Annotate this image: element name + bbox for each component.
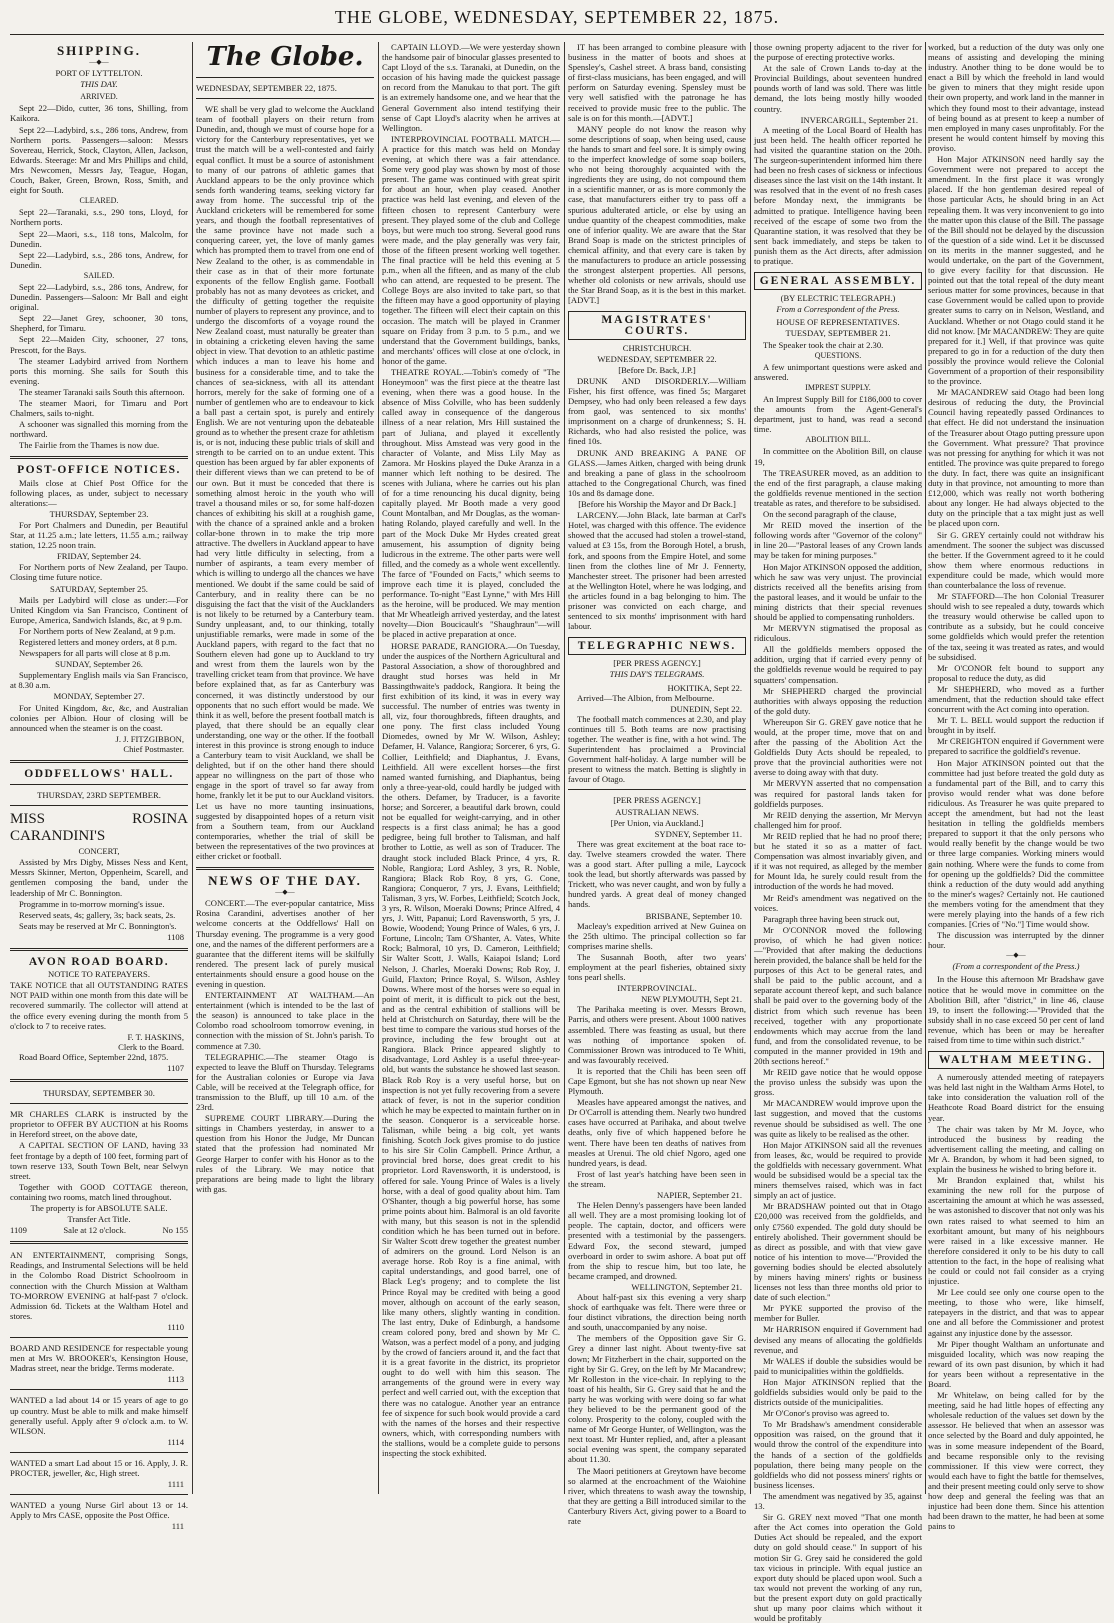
- postmaster-title: Chief Postmaster.: [123, 743, 184, 754]
- concert-programme: Programme in to-morrow morning's issue.: [19, 898, 165, 909]
- section-rule: [196, 98, 374, 99]
- ad-ref: 1109: [10, 1225, 27, 1236]
- auction-item: A CAPITAL SECTION OF LAND, having 33 feet frontage by a depth of 100 feet, forming part of town reserve 133, South Town Belt, near Selwyn street.: [10, 1140, 188, 1181]
- assembly-item: Hon Major ATKINSON replied that the goldfields subsidies would only be paid to the districts outside of the municipalities.: [754, 1376, 922, 1408]
- assembly-heading: GENERAL ASSEMBLY.: [754, 272, 922, 290]
- column-rule: [564, 42, 565, 1494]
- arrived-item: Sept 22—Ladybird, s.s., 286 tons, Andrew, from Northern ports. Passengers—saloon: Messrs Sovereau, Herrick, Stock, Clayton, Allen, Jackson, Edwards. Steerage: Mr and Mrs Phillips and child, Mrs Newcomen, Messrs Jay, Teague, Hogan, Couch, Baker, Green, Brown, Ross, Smith, and eight for South.: [10, 124, 188, 196]
- concert-subtitle: CONCERT,: [78, 846, 120, 857]
- dateline: SYDNEY, September 11.: [654, 828, 742, 839]
- assembly-item: Mr REID replied that he had no proof there; but he stated it so as a matter of fact. Compensation was almost invariably given, and if it was not required, as alleged by the member for Mount Ida, he surely could result from the introduction of the words he had moved.: [754, 830, 922, 892]
- post-office-intro: Mails close at Chief Post Office for the following places, as under, subject to necessary alterations:—: [10, 477, 188, 508]
- section-rule: [10, 784, 188, 785]
- column-4: [568, 42, 746, 1527]
- masthead-rule: [10, 34, 1104, 35]
- imprest-label: IMPREST SUPPLY.: [805, 382, 871, 392]
- ad-ref: 1111: [167, 1479, 184, 1490]
- correspondent-label: (From a correspondent of the Press.): [952, 961, 1080, 972]
- arrived-item: Sept 22—Dido, cutter, 36 tons, Shilling, from Kaikora.: [10, 103, 188, 124]
- assembly-item: Mr MACANDREW would improve upon the last suggestion, and moved that the customs revenue should be subsidised as well. The one was quite as likely to be realised as the other.: [754, 1098, 922, 1139]
- concert-prices: Reserved seats, 4s; gallery, 3s; back seats, 2s.: [19, 909, 176, 920]
- post-office-item: For Northern ports of New Zealand, at 9 p.m.: [19, 625, 176, 636]
- post-office-item: THURSDAY, September 23.: [49, 508, 149, 519]
- section-rule: [10, 760, 188, 763]
- assembly-item: Mr SHEPHERD charged the provincial authorities with always opposing the reduction of the gold duty.: [754, 685, 922, 716]
- telegram: About half-past six this evening a very sharp shock of earthquake was felt. There were three or four distinct vibrations, the direction being north and south, unaccompanied by any noise.: [568, 1291, 746, 1333]
- court-item: LARCENY.—John Black, late barman at Carl's Hotel, was charged with this offence. The evidence showed that the accused had stolen a trowel-stand, valued at £3 15s, from the Borough Hotel, a brush, fork, and spoons from the Empire Hotel, and some linen from the clothes line of Mr J. Fennerty, Manchester street. The prisoner had been arrested at the Wellington Hotel, where he was lodging, and the articles found in a bag belonging to him. The prisoner was convicted on each charge, and sentenced to six months' imprisonment with hard labour.: [568, 510, 746, 632]
- via-label: [Per Union, via Auckland.]: [610, 817, 704, 828]
- dateline: DUNEDIN, Sept 22.: [670, 703, 742, 714]
- section-rule: [10, 1494, 188, 1495]
- australian-heading: AUSTRALIAN NEWS.: [615, 806, 699, 817]
- telegram: At the sale of Crown Lands to-day at the Provincial Buildings, about seventeen hundred pounds worth of land was sold. There was little demand, the lots being mostly hilly wooded country.: [754, 63, 922, 114]
- post-office-item: For United Kingdom, &c, &c, and Australian colonies per Albion. Hour of closing will be announced when the steamer is on the coast.: [10, 702, 188, 733]
- column-6: [928, 42, 1104, 1532]
- assembly-item: Hon Major ATKINSON need hardly say the Government were not prepared to accept the amendment. In the first place it was wrongly placed. If the hon gentleman desired repeal of those particular Acts, he should bring in an Act repealing them. It was very inconvenient to go into the matter upon this clause of the Bill. The passage of the Bill should not be delayed by the discussion of the question of a side wind. Let it be discussed on its merits in the manner suggested, and he would undertake, on the part of the Government, to give every facility for that discussion. He pointed out that the total repeal of the duty meant serious matter for some provinces, because in that case Government would be called upon to provide greater sums to carry on in Nelson, Westland, and Auckland. Whether or not Otago could stand it he did not know. [Mr MACANDREW: They are quite prepared for it.] Well, if that province was quite prepared to go in for a reduction of the duty then possibly the province would relieve the Colonial Government of a proportion of their responsibility to the province.: [928, 154, 1104, 387]
- avon-heading: AVON ROAD BOARD.: [28, 956, 170, 969]
- news-item: ENTERTAINMENT AT WALTHAM.—An entertainment (which is intended to be the last of the season) is announced to take place in the Colombo road schoolroom tomorrow evening, in connection with the mission of St. John's parish. To commence at 7.30.: [196, 990, 374, 1051]
- telegrams-tagline: THIS DAY'S TELEGRAMS.: [609, 669, 705, 680]
- assembly-item: Mr T. L. BELL would support the reduction if brought in by itself.: [928, 715, 1104, 736]
- assembly-item: Mr STAFFORD—The hon Colonial Treasurer should wish to see repealed a duty, towards which the treasury would otherwise be called upon to contribute as a subsidy, but he could conceive some goldfields which would prefer the retention of the tax, seeing it was treated as rates, and would be subsidised.: [928, 591, 1104, 662]
- avon-body: TAKE NOTICE that all OUTSTANDING RATES NOT PAID within one month from this date will be recovered summarily. The collector will attend at the office every evening during the month from 5 o'clock to 7 to receive rates.: [10, 980, 188, 1031]
- assembly-item: Mr MACANDREW said Otago had been long desirous of reducing the duty, the Provincial Council having repeatedly passed Ordinances to that effect. He did not understand the insinuation of the Treasurer about Otago putting pressure upon the Government. What pressure? That province was not pressing for anything for which it was not entitled. The province was quite prepared to forego the duty. In fact, there was quite an insignificant duty in that province, not amounting to more than £12,000, which was really not worth bothering about any longer. He had always objected to the duty on the principle that a tax might just as well be placed upon corn.: [928, 387, 1104, 529]
- section-rule: [10, 1452, 188, 1453]
- news-item: CAPTAIN LLOYD.—We were yesterday shown the handsome pair of binocular glasses presented to Capt Lloyd of the s.s. Taranaki, at Dunedin, on the occasion of his having made the quickest passage on record from the Manukau to that port. The gift is an extremely handsome one, and we hear that the General Government also intend testifying their sense of Capt Lloyd's alacrity when he arrives at Wellington.: [382, 42, 560, 133]
- column-3: [382, 42, 560, 1494]
- waltham-item: Mr Piper thought Waltham an unfortunate and misguided locality, which was now reaping the reward of its own past disunion, by which it had for years been without a representative in the Board.: [928, 1338, 1104, 1389]
- cleared-item: Sept 22—Maori, s.s., 118 tons, Malcolm, for Dunedin.: [10, 228, 188, 249]
- column-rule: [750, 42, 751, 1494]
- assembly-by: (BY ELECTRIC TELEGRAPH.): [780, 293, 896, 304]
- magistrates-heading: MAGISTRATES' COURTS.: [568, 311, 746, 339]
- shipping-this-day: THIS DAY.: [80, 79, 118, 90]
- ad-ref: 111: [171, 1521, 184, 1532]
- waltham-item: Mr Whitelaw, on being called for by the meeting, said he had little hopes of effecting any wholesale reduction of the values set down by the assessor. He believed that when an assessor was once selected by the Board and duly appointed, he was in some measure independent of the Board, and became responsible only to the revising commissioner. If this view were correct, they would each have to fight the battle for themselves, and their present meeting could only serve to show how deep and general the feeling was that an injustice had been done them. Since his attention had been drawn to the matter, he had been at some pains to: [928, 1390, 1104, 1532]
- assembly-item: Mr BRADSHAW pointed out that in Otago £20,000 was received from the goldfields, and only £7560 expended. The gold duty should be entirely abolished. Their government should be as direct as possible, and with that view gave notice of his intention to move—"Provided the governing bodies should be elected absolutely by miners having miners' rights or business licenses not less than three months old prior to date of such election.": [754, 1201, 922, 1303]
- abolition-label: ABOLITION BILL.: [805, 435, 871, 445]
- magistrates-bench: [Before Dr. Back, J.P.]: [618, 364, 696, 375]
- section-rule: [10, 1079, 188, 1082]
- auction-sale: The property is for ABSOLUTE SALE.: [30, 1203, 168, 1213]
- sailed-label: SAILED.: [83, 270, 115, 280]
- post-office-item: FRIDAY, September 24.: [56, 551, 142, 562]
- advertisement: IT has been arranged to combine pleasure with business in the matter of boots and shoes at Spensley's, Cashel street. A brass band, consisting of first-class musicians, has been engaged, and will perform on Saturday evening. Spensley must be very well satisfied with the patronage he has received to provide music free to the public. The sale is on for this month.—[ADVT.]: [568, 42, 746, 123]
- cleared-item: Sept 22—Ladybird, s.s., 286 tons, Andrew, for Dunedin.: [10, 249, 188, 270]
- telegram: Frost of last year's hatching have been seen in the stream.: [568, 1168, 746, 1189]
- assembly-item: Hon Major ATKINSON said all the revenues from leases, &c, would be required to provide the goldfields with necessary government. What would be subsidised would be a special tax the miners themselves raised, which was in fact simply an act of justice.: [754, 1139, 922, 1201]
- assembly-item: Mr CREIGHTON enquired if Government were prepared to sacrifice the goldfield's revenue.: [928, 736, 1104, 757]
- assembly-item: worked, but a reduction of the duty was only one means of assisting and developing the mining industry. Another thing to be done would be to enact a Bill by which the freehold in land would be given to miners that they might reside upon their own property, and work land in the manner in which they found most to their advantage, instead of being bound as at present to keep a number of men employed in many cases unprofitably. For the present he would content himself by moving this proviso.: [928, 42, 1104, 153]
- small-ad: AN ENTERTAINMENT, comprising Songs, Readings, and Instrumental Selections will be held in the Colombo Road District Schoolroom in connection with the Church Mission at Waltham TO-MORROW EVENING at half-past 7 o'clock. Admission 6d. Tickets at the Waltham Hotel and stores.: [10, 1250, 188, 1321]
- masthead: [0, 0, 1114, 38]
- column-2: [196, 42, 374, 1494]
- assembly-item: Mr MERVYN stigmatised the proposal as ridiculous.: [754, 623, 922, 644]
- assembly-item: Mr WALES if double the subsidies would be paid to municipalities within the goldfields.: [754, 1355, 922, 1376]
- magistrates-place: CHRISTCHURCH.: [622, 342, 692, 353]
- court-bench: [Before his Worship the Mayor and Dr Back.]: [578, 499, 736, 510]
- assembly-item: Mr O'CONOR felt bound to support any proposal to reduce the duty, as did: [928, 662, 1104, 683]
- ad-ref: 1113: [167, 1374, 184, 1385]
- column-1: [10, 42, 188, 1532]
- assembly-item: To Mr Bradshaw's amendment considerable opposition was raised, on the ground that it would throw the control of the expenditure into the hands of a section of the goldfields population, there being many people on the goldfields who did not possess miners' rights or business licenses.: [754, 1419, 922, 1490]
- ad-ref: 1108: [167, 931, 184, 942]
- ad-ref: No 155: [162, 1225, 188, 1236]
- avon-sub: NOTICE TO RATEPAYERS.: [48, 969, 150, 980]
- concert-body: Assisted by Mrs Digby, Misses Ness and Kent, Messrs Skinner, Merton, Oppenheim, Scarell, and gentlemen composing the band, under the leadership of Mr C. Bonnington.: [10, 857, 188, 898]
- column-rule: [378, 42, 379, 1494]
- assembly-item: All the goldfields members opposed the addition, urging that if carried every penny of the goldfields revenue would be required to pay squatters' compensation.: [754, 644, 922, 685]
- post-office-item: SUNDAY, September 26.: [55, 659, 143, 670]
- sailed-item: Sept 22—Maiden City, schooner, 27 tons, Prescott, for the Bays.: [10, 334, 188, 355]
- arrived-label: ARRIVED.: [80, 92, 118, 102]
- section-rule: [10, 805, 188, 806]
- oddfellows-date: THURSDAY, 23RD SEPTEMBER.: [37, 790, 161, 801]
- concert-title: MISS ROSINA CARANDINI'S: [10, 811, 188, 845]
- assembly-item: Mr O'Conor's proviso was agreed to.: [763, 1408, 890, 1419]
- dateline: NEW PLYMOUTH, Sept 21.: [641, 994, 742, 1005]
- post-office-item: Newspapers for all parts will close at 8 p.m.: [19, 648, 171, 659]
- news-item: SUPREME COURT LIBRARY.—During the sittings in Chambers yesterday, in answer to a question from his Honor the Judge, Mr Duncan stated that the profession had nominated Mr George Harper to confer with his Honor as to the rules of the Library. We may notice that preparations are being made to light the library with gas.: [196, 1113, 374, 1194]
- assembly-item: Mr HARRISON enquired if Government had devised any means of allocating the goldfields revenue, and: [754, 1324, 922, 1355]
- post-office-item: Mails per Ladybird will close as under:—For United Kingdom via San Francisco, Continent of Europe, America, Sandwich Islands, &c, at 9 p.m.: [10, 594, 188, 625]
- agency-label: [PER PRESS AGENCY.]: [613, 658, 701, 669]
- leader-article: WE shall be very glad to welcome the Auckland team of football players on their return from Dunedin, and, though we must of course hope for a victory for the Canterbury representatives, yet we trust the match will be a well-contested and fairly equal conflict. It must be a source of astonishment to many of our patrons of athletic games that Auckland appears to be the only province which sends forth wandering teams, seeking victory far away from home. The successful trip of the Auckland cricketers will be remembered for some years, and though the football representatives of the same province have not made such a conquering career, yet, the love of manly games which has prompted them to travel from one end of New Zealand to the other, is as commendable in their case as in that of their more fortunate exponents of the fellow English game. Football probably has not as many devotees as cricket, and the difficulty of getting together the requisite number of players to represent any province, and to undergo the discomforts of a voyage round the New Zealand coast, must naturally be greater than in obtaining a cricketing eleven having the same object in view. That devotion to an athletic pastime which induces a man to leave his home and business for a considerable time, and to take the chances of sea-sickness, with all its attendant horrors, merely for the sake of forming one of a number of gentlemen who are to endeavour to kick a ball past a certain spot, is purely and entirely English. We are not venturing upon the debateable ground as to whether the present craze for athletism is, or is not, inducing these public trials of skill and strength to be carried on to an undue extent. This question has been argued by far abler exponents of their different views than we can pretend to be of our own. But it must be conceded that there is something almost heroic in the youth who will travel a thousand miles or so, for some half-dozen chances of exhibiting his skill at a roughish game, with the chance of a sprained ankle and a broken collar-bone thrown in to make the trip more attractive. The dwellers in Auckland appear to have had very little difficulty in selecting, from a number of aspirants, a team every member of which is willing to undergo all the chances we have mentioned. We doubt if the same could be said of Canterbury, and in reality there can be no disguising the fact that the visit of the Aucklanders is not likely to be returned by a Canterbury team. Sundry unpleasant, and, to our thinking, totally unjustifiable remarks, were made in some of the Auckland papers, with regard to the fact that no Southern eleven had gone up to Auckland to try and wrest from them the laurels won by the travelling cricket team from that province. We have before explained that, as far as Canterbury was concerned, it was distinctly understood by our opponents that no such effort would be made. We think it as well, before the present football match is played, that there should be an equally clear understanding, one way or the other. If the football interest in this province is strong enough to induce a Canterbury team to visit Auckland, we shall be delighted, but if on the other hand there should appear no willingness on the part of those who engage in the sport of travel so far away from home, frankly let it be put to our Auckland visitors. Let us have no more taunting insinuations, suggested by disappointed hopes of a return visit from a Southern team, from our Auckland contemporaries, whether the trial of skill be between the representatives of the two provinces at either cricket or football.: [196, 104, 375, 862]
- section-rule: [10, 456, 188, 459]
- auction-transfer: Transfer Act Title.: [67, 1214, 131, 1225]
- telegram: The Maori petitioners at Greytown have become so alarmed at the encroachment of the Waiohine river, which threatens to wash away the township, that they are getting a Bill introduced similar to the Canterbury Rivers Act, giving power to a Board to rate: [568, 1465, 746, 1527]
- assembly-item: An Imprest Supply Bill for £186,000 to cover the amounts from the Agent-General's department, just to hand, was read a second time.: [754, 394, 922, 435]
- shipping-note: The steamer Maori, for Timaru and Port Chalmers, sails to-night.: [10, 398, 188, 419]
- waltham-item: The chair was taken by Mr M. Joyce, who introduced the business by reading the advertisement calling the meeting, and calling on Mr A. Brandon, by whom it had been signed, to explain the business he wished to bring before it.: [928, 1123, 1104, 1175]
- telegram: There was great excitement at the boat race to-day. Twelve steamers crowded the water. There was a good start. After pulling a mile, Laycock took the lead, but shortly afterwards was passed by Trickett, who was never caught, and won by fully a hundred yards. A great deal of money changed hands.: [568, 838, 746, 910]
- assembly-item: Mr REID gave notice that he would oppose the proviso unless the subsidy was upon the gross.: [754, 1067, 922, 1098]
- section-rule: [196, 867, 374, 870]
- avon-signature: F. T. HASKINS,: [127, 1031, 184, 1042]
- auction-footer: [10, 1225, 188, 1235]
- assembly-item: Mr REID moved the insertion of the following words after "Governor of the colony" in line 20—"Pastoral leases of any Crown lands may be taken for mining purposes.": [754, 520, 922, 561]
- shipping-port: PORT OF LYTTELTON.: [55, 68, 143, 79]
- small-ad: WANTED a lad about 14 or 15 years of age to go up country. Must be able to milk and make himself generally useful. Apply after 9 o'clock a.m. to W. WILSON.: [10, 1395, 188, 1436]
- column-rule: [192, 42, 193, 1494]
- oddfellows-heading: ODDFELLOWS' HALL.: [24, 768, 174, 780]
- house-heading: HOUSE OF REPRESENTATIVES.: [776, 317, 900, 328]
- assembly-item: Sir G. GREY next moved "That one month after the Act comes into operation the Gold Duties Act should be repealed, and the export duty on gold should cease." In support of his motion Sir G. Grey said he considered the gold tax vicious in principle. With equal justice an export duty should be placed upon wool. Such a tax would not prevent the working of any run, but the present export duty on gold practically shut up many poor claims which without it would be profitably: [754, 1512, 922, 1623]
- small-ad: WANTED a smart Lad about 15 or 16. Apply, J. R. PROCTER, jeweller, &c, High street.: [10, 1457, 188, 1478]
- assembly-item: Mr SHEPHERD, who moved as a further amendment, that the reduction should take effect concurrent with the Act coming into operation.: [928, 683, 1104, 715]
- house-date: TUESDAY, SEPTEMBER 21.: [785, 328, 891, 339]
- post-office-item: Registered letters and money orders, at 8 p.m.: [19, 636, 177, 647]
- questions-label: QUESTIONS.: [814, 350, 862, 360]
- assembly-item: Hon Major ATKINSON pointed out that the committee had just before treated the gold duty as a fundamental part of the Bill, and to carry this proviso would render what was done before ridiculous. As Treasurer he was quite prepared to accept the amendment, but had not the least hesitation in telling the goldfields members prepared to support it that the only persons who would really benefit by the change would be two or three large companies. Working miners would gain nothing. Where were the funds to come from for opening up the goldfields? Did the committee think a reduction of the duty would add anything to the miner's wages? Certainly not. He cautioned the members voting for the amendment that they were merely playing into the hands of a few rich companies. [Cries of "No."] Time would show.: [928, 757, 1104, 930]
- postmaster-signature: J. J. FITZGIBBON,: [115, 733, 184, 744]
- post-office-item: For Port Chalmers and Dunedin, per Beautiful Star, at 11.25 a.m.; late letters, 11.55 a.m.; railway station, 12.25 noon train.: [10, 519, 188, 551]
- assembly-item: Paragraph three having been struck out,: [763, 913, 900, 924]
- post-office-item: For Northern ports of New Zealand, per Taupo. Closing time future notice.: [10, 562, 188, 583]
- concert-seats: Seats may be reserved at Mr C. Bonnington's.: [19, 920, 177, 931]
- shipping-note: The steamer Taranaki sails South this afternoon.: [19, 386, 185, 397]
- assembly-item: Mr Reid's amendment was negatived on the voices.: [754, 892, 922, 913]
- post-office-heading: POST-OFFICE NOTICES.: [17, 464, 181, 477]
- ad-ref: 1114: [167, 1436, 184, 1447]
- ad-ref: 1107: [167, 1062, 184, 1073]
- ornament-icon: —◆—: [1006, 951, 1026, 960]
- assembly-item: In committee on the Abolition Bill, on clause 19,: [754, 446, 922, 467]
- telegraphic-heading: TELEGRAPHIC NEWS.: [568, 637, 746, 655]
- section-rule: [10, 1241, 188, 1244]
- telegram: Measles have appeared amongst the natives, and Dr O'Carroll is attending them. Nearly two hundred cases have occurred at Parihaka, and about twelve deaths, only five of which happened before he went. There have been ten deaths of natives from measles at Urenui. The old chief Ngoro, aged one hundred years, is dead.: [568, 1097, 746, 1168]
- sailed-item: Sept 22—Ladybird, s.s., 286 tons, Andrew, for Dunedin. Passengers—Saloon: Mr Ball and eight original.: [10, 281, 188, 313]
- telegram: The Susannah Booth, after two years' employment at the pearl fisheries, obtained sixty tons pearl shells.: [568, 951, 746, 983]
- ornament-icon: —◆—: [89, 58, 109, 67]
- section-rule: [10, 1337, 188, 1338]
- assembly-item: The discussion was interrupted by the dinner hour.: [928, 930, 1104, 951]
- waltham-item: Mr Lee could see only one course open to the meeting, to those who were, like himself, ratepayers in the district, and that was to appear one and all before the Commissioner and protest against any injustice done by the assessor.: [928, 1287, 1104, 1338]
- telegram: Macleay's expedition arrived at New Guinea on the 25th ultimo. The principal collection so far comprises marine shells.: [568, 920, 746, 951]
- cleared-label: CLEARED.: [79, 196, 119, 206]
- news-item: TELEGRAPHIC.—The steamer Otago is expected to leave the Bluff on Thursday. Telegrams for the Australian colonies or Europe via Java Cable, will be received at the Telegraph office, for transmission to the Bluff, up till 10 a.m. of the 23rd.: [196, 1051, 374, 1113]
- leader-date: WEDNESDAY, SEPTEMBER 22, 1875.: [196, 83, 337, 93]
- assembly-item: Sir G. GREY certainly could not withdraw his amendment. The sooner the subject was discussed the better. If the Government agreed to it he could show them where enormous reductions in expenditure could be made, which would more than counterbalance the loss of revenue.: [928, 529, 1104, 590]
- small-ad: BOARD AND RESIDENCE for respectable young men at Mrs W. BROOKER's, Kensington House, Madras street, near the bridge. Terms moderate.: [10, 1343, 188, 1374]
- news-item: THEATRE ROYAL.—Tobin's comedy of "The Honeymoon" was the first piece at the theatre last evening, when there was a good house. In the absence of Miss Colville, who has been suddenly called away in consequence of the dangerous illness of a near relation, Mrs Hill sustained the part of Juliana, and played it excellently throughout. Miss Amstead was very good in the character of Volante, and Miss Lily May as Zamora. Mr Hoskins played the Duke Aranza in a manner which left nothing to be desired. The scenes with Juliana, where he carries out his plan of for a time renouncing his ducal dignity, being capitally played. Mr Booth made a very good Count Montalban, and Mr Douglas, as the woman-hating Rolando, played carefully and well. In the part of the Mock Duke Mr Hydes created great amusement, his assumption of dignity being ludicrous in the extreme. The other parts were well filled, and the comedy as a whole went excellently. The farce of "Founded on Facts," which seems to improve each time it is played, concluded the performance. To-night "East Lynne," with Mrs Hill as the heroine, will be produced. We may mention that Mr Wheatleigh arrived yesterday, and the latest novelty—Dion Boucicault's "Shaughraun"—will be placed in active preparation at once.: [382, 367, 560, 640]
- assembly-item: Mr PYKE supported the proviso of the member for Buller.: [754, 1303, 922, 1324]
- news-item: INTERPROVINCIAL FOOTBALL MATCH.—A practice for this match was held on Monday evening, at which there was a fair attendance. Some very good play was shown by most of those present. The game was continued with great spirit for about an hour, when play ceased. Another practice was held last evening, and eleven of the fifteen chosen to represent Canterbury were present. They played some of the club and College boys, but were much too strong. Several good runs were made, and the play generally was very fair, those of the fifteen present working well together. The final practice will be held this evening at 5 p.m., when all the fifteen, and as many of the club who can attend, are requested to be present. The College Boys are also invited to take part, so that the fifteen may have a good opportunity of playing together. The fifteen will elect their captain on this occasion. The match will be played in Cranmer square on Friday from 3 p.m. to 5 p.m., and we understand that the Government buildings, banks, and merchants' offices will close at one o'clock, in honor of the game.: [382, 133, 560, 366]
- assembly-item: The TREASURER moved, as an addition to the end of the first paragraph, a clause making the goldfields revenue mentioned in the section treatable as rates, and therefore to be subsidised.: [754, 467, 922, 508]
- shipping-note: A schooner was signalled this morning from the northward.: [10, 419, 188, 440]
- telegram: The Parihaka meeting is over. Messrs Brown, Parris, and others were present. About 1000 natives assembled. There was feasting as usual, but there was nothing of importance spoken of. Commissioner Brown was introduced to Te Whiti, and was favourably received.: [568, 1004, 746, 1065]
- waltham-item: Mr Brandon explained that, whilst his examining the new roll for the purpose of ascertaining the amount at which he was assessed, he was astonished to discover that not only was his own rates raised to what seemed to him an exorbitant amount, but many of his neighbours were raised in a like excessive manner. He therefore considered it only to be his duty to call attention to the fact, in the hope of realising what he could or could not fail consider as a crying injustice.: [928, 1175, 1104, 1287]
- assembly-item: Mr REID denying the assertion, Mr Mervyn challenged him for proof.: [754, 809, 922, 830]
- avon-title: Clerk to the Board.: [118, 1041, 184, 1052]
- auction-time: Sale at 12 o'clock.: [63, 1225, 126, 1236]
- assembly-item: In the House this afternoon Mr Bradshaw gave notice that he would move in committee on the Abolition Bill, after "district," in line 46, clause 19, to insert the following:—"Provided that the subsidy shall in no case exceed 50 per cent of land revenue, which has been or may be hereafter raised from time to time within such district.": [928, 974, 1104, 1045]
- telegram: The members of the Opposition gave Sir G. Grey a dinner last night. About twenty-five sat down; Mr Fitzherbert in the chair, supported on the right by Sir G. Grey, on the left by Mr Macandrew; Mr Rolleston in the vice-chair. In replying to the toast of his health, Sir G. Grey said that he and the party he was working with were doing so far what they believed to be the permanent good of the colony. Prosperity to the colony, coupled with the name of Mr George Hunter, of Wellington, was the next toast. Mr Hunter replied, and, after a pleasant social evening was spent, the company separated about 11.30.: [568, 1333, 746, 1465]
- column-5: [754, 42, 922, 1623]
- auction-item: Together with GOOD COTTAGE thereon, containing two rooms, match lined throughout.: [10, 1181, 188, 1202]
- assembly-item: The Speaker took the chair at 2.30.: [763, 339, 884, 350]
- post-office-item: MONDAY, September 27.: [53, 691, 145, 702]
- court-item: DRUNK AND BREAKING A PANE OF GLASS.—James Aitken, charged with being drunk and breaking a pane of glass in the schoolroom attached to the Congregational Church, was fined 10s and 8s damage done.: [568, 447, 746, 498]
- assembly-item: Hon Major ATKINSON opposed the addition, which he saw was very unjust. The provincial districts received all the benefits arising from the pastoral leases, and it would be unfair to the mining districts that their special revenues should be applied to compensating runholders.: [754, 561, 922, 622]
- dateline: WELLINGTON, September 21.: [631, 1281, 742, 1292]
- assembly-corr: From a Correspondent of the Press.: [776, 304, 900, 315]
- column-rule: [925, 42, 926, 1494]
- assembly-item: The amendment was negatived by 35, against 13.: [754, 1490, 922, 1512]
- assembly-item: Whereupon Sir G. GREY gave notice that he would, at the proper time, move that on and after the passing of the Abolition Act the Goldfields Duty Acts should be repealed, to prove that the provincial authorities were not averse to doing away with that duty.: [754, 716, 922, 778]
- telegram: The Helen Denny's passengers have been landed all well. They are a most promising looking lot of people. The captain, doctor, and officers were presented with a testimonial by the passengers. Edward Fox, the second steward, jumped overboard in order to swim ashore. A boat put off from the ship to rescue him, but too late, he became cramped, and drowned.: [568, 1200, 746, 1281]
- shipping-heading: SHIPPING.: [56, 43, 142, 58]
- assembly-item: A few unimportant questions were asked and answered.: [754, 361, 922, 382]
- section-rule: [10, 948, 188, 951]
- news-item: HORSE PARADE, RANGIORA.—On Tuesday, under the auspices of the Northern Agricultural and Pastoral Association, a show of thoroughbred and draught stud horses was held in Mr Bassingthwaite's paddock, Rangiora. It being the first exhibition of its kind, it was in every way successful. The number of entries was twenty in all, viz, four thoroughbreds, fifteen draughts, and one pony. The first class included Young Diomedes, owned by Mr W. Wilson, Ashley; Defamer, H. Valance, Rangiora; Sorcerer, 6 yrs, G. Collier, Leithfield; and Diaphantus, J. Evans, Leithfield. All were excellent horses—the first named wanted furnishing, and Diaphantus, being only a three-year-old, could hardly be judged with the others. Defamer, by Traducer, is a favorite horse; and Sorcerer, a beautiful dark brown, could not be equalled for weight-carrying, and in other respects is a first class animal; he has a good pedigree, being full brother to Talisman, and half brother to Lottie, as well as son of Traducer. The draught stock included Black Prince, 4 yrs, R. Noble, Rangiora; Lord Ashley, 3 yrs, R. Noble, Rangiora; Black Rob Roy, 8 yrs, G. Cone, Rangiora; Conqueror, 7 yrs, J. Evans, Leithfield; Talisman, 3 yrs, W. Forbes, Leithfield; Scotch Jock, 3 yrs, R. Wilson, Moeraki Downs; Prince Alfred, 4 yrs, J. Witt, Papanui; Lord Ravensworth, 5 yrs, J. Bowie, Woodend; Young Prince of Wales, 6 yrs, J. Fortune, Lincoln; Tam O'Shanter, A. Vates, White Rock; Balmoral, 10 yrs, D. Cameron, Leithfield; Sir Walter Scott, J. Walls, Kaiapoi Island; Lord Nelson, J. Charles, Moeraki Downs; Rob Roy, J. Guild, Flaxton; Prince Royal, S. Wilson, Ashley Downs. Where most of the horses were so equal in point of merit, it is difficult to pick out the best, and as the central exhibition of stallions will be held at Christchurch on Saturday, there will be the best time to compare the various stud horses of the province, including the few brought out at Rangiora. Black Prince appeared slightly to disadvantage, Lord Ashley is a useful three-year-old, but wants the substance he showed last season. Black Rob Roy is a very useful horse, but on inspection is not yet fully recovering from a severe attack of fever, is not in the superior condition which he may be expected to maintain further on in the season. Conqueror is a serviceable horse. Talisman, while being a big colt, yet wants finishing. Scotch Jock gives promise to do justice to his sire Sir Colin Campbell. Prince Arthur, a provincial bred horse, does great credit to his proprietor. Lord Ravensworth, it is understood, is offered for sale. Young Prince of Wales is a lively horse, with a deal of good quality about him. Tam O'Shanter, though a big powerful horse, has some prime points about him. Balmoral is an old favorite with many, but this season is not in the splendid condition which he has been turned out in before. Sir Walter Scott drew together the greatest number of admirers on the ground. Lord Nelson is an average horse. Rob Roy is a fine animal, with capital understandings, and good barrel, one of Black Leg's progeny; and to complete the list Prince Royal may be credited with being a good mover, although on account of the early season, like many others, slightly wanting in condition. The last entry, Duke of Edinburgh, a handsome cream colored pony, bred and shown by Mr C. Watson, was a perfect model of a pony, and judging by the crowd of fanciers around it, and the fact that it is a great favorite in the district, its proprietor ought to do well with him this season. The arrangements of the ground were in every way perfect and well carried out, with the exception that there was no catalogue. Another year an entrance fee of sixpence for such book would provide a card with the names of the horses and their respective owners, which, with corresponding numbers with the stallions, would be a complete guide to persons inspecting the stock exhibited.: [382, 640, 560, 1459]
- news-heading: NEWS OF THE DAY.: [208, 873, 362, 889]
- news-item: CONCERT.—The ever-popular cantatrice, Miss Rosina Carandini, advertises another of her welcome concerts at the Oddfellows' Hall on Thursday evening. The programme is a very good one, and the names of the different performers are a guarantee that the different items will be skilfully rendered. The present lack of purely musical entertainments should ensure a good house on the evening in question.: [196, 898, 374, 989]
- shipping-note: The Fairlie from the Thames is now due.: [19, 440, 160, 451]
- section-rule: [10, 1103, 188, 1104]
- court-item: DRUNK AND DISORDERLY.—William Fisher, his first offence, was fined 5s; Margaret Dempsey, who had only been released a few days from gaol, was sentenced to six months' imprisonment on a charge of drunkenness; S. H. Richards, who had also resisted the police, was fined 10s.: [568, 375, 746, 447]
- waltham-item: A numerously attended meeting of ratepayers was held last night in the Waltham Arms Hotel, to take into consideration the valuation roll of the Heathcote Road Board district for the ensuing year.: [928, 1072, 1104, 1123]
- assembly-item: Mr O'CONNOR moved the following proviso, of which he had given notice:—"Provided that after making the deductions herein provided, the balance shall be held for the purposes of this Act to be general rates, and shall be paid to the public account, and a separate account thereof kept, and such balance shall be paid over to the governing body of the district from which such revenue has been received, together with any proportionate endowments which may accrue from the land fund, and from the consolidated revenue, to be computed in the manner provided in 19th and 20th sections hereof.": [754, 924, 922, 1066]
- post-office-item: Supplementary English mails via San Francisco, at 8.30 a.m.: [10, 670, 188, 691]
- sailed-item: Sept 22—Janet Grey, schooner, 30 tons, Shepherd, for Timaru.: [10, 313, 188, 334]
- avon-office: Road Board Office, September 22nd, 1875.: [19, 1051, 169, 1062]
- small-ad: WANTED a young Nurse Girl about 13 or 14. Apply to Mrs CASE, opposite the Post Office.: [10, 1500, 188, 1521]
- ad-ref: 1110: [167, 1321, 184, 1332]
- telegram: It is reported that the Chili has been seen off Cape Egmont, but she has not shown up near New Plymouth.: [568, 1065, 746, 1097]
- dateline: INVERCARGILL, September 21.: [800, 114, 918, 125]
- section-rule: [10, 1389, 188, 1390]
- post-office-item: SATURDAY, September 25.: [50, 583, 148, 594]
- telegram: The football match commences at 2.30, and play continues till 5. Both teams are now practising together. The weather is fine, with a hot wind. The Superintendent has proclaimed a Provincial Government half-holiday. A large number will be present to witness the match. Betting is slightly in favour of Otago.: [568, 713, 746, 785]
- interprovincial-heading: INTERPROVINCIAL.: [617, 983, 697, 994]
- auction-date: THURSDAY, SEPTEMBER 30.: [43, 1088, 155, 1099]
- telegram: Arrived—The Albion, from Melbourne.: [577, 692, 715, 703]
- agency-label: [PER PRESS AGENCY.]: [613, 795, 701, 806]
- section-rule: [196, 77, 374, 78]
- ornament-icon: —◆—: [275, 888, 295, 897]
- assembly-item: Mr MERVYN asserted that no compensation was required for pastoral lands taken for goldfields purposes.: [754, 778, 922, 809]
- page-title: THE GLOBE, WEDNESDAY, SEPTEMBER 22, 1875.: [334, 7, 780, 27]
- dateline: HOKITIKA, Sept 22.: [667, 682, 742, 693]
- section-rule: [568, 789, 746, 790]
- dateline: BRISBANE, September 10.: [645, 910, 742, 921]
- advertisement: MANY people do not know the reason why some descriptions of soap, when being used, cause the hands to smart and feel sore. It is simply owing to the imperfect knowledge of some soap boilers, who not being thoroughly acquainted with the ingredients they are using, do not compound them in a scientific manner, or as is more commonly the case, that manufacturers either try to pass off a spurious adulterated article, or else by using an undue quantity of the cheapest commodities, make one of inferior quality. We are aware that the Star Brand Soap is made on the strictest principles of chemical affinity, and that every care is taken by the manufacturers to produce an article possessing the strongest alsterpent properties. All persons, whether old colonists or new arrivals, should use the Star Brand Soap, as it is the best in this market. [ADVT.]: [568, 123, 746, 306]
- waltham-heading: WALTHAM MEETING.: [928, 1051, 1104, 1069]
- cleared-item: Sept 22—Taranaki, s.s., 290 tons, Lloyd, for Northern ports.: [10, 207, 188, 228]
- auction-body: MR CHARLES CLARK is instructed by the proprietor to OFFER BY AUCTION at his Rooms in Hereford street, on the above date,: [10, 1109, 188, 1140]
- telegram: A meeting of the Local Board of Health has just been held. The health officer reported he had visited the quarantine station on the 20th. The surgeon-superintendent informed him there had been no fresh cases of sickness or infectious diseases since the last visit on the 14th instant. It was resolved that in the event of no fresh cases before Monday next, the immigrants be admitted to pratique. Intelligence having been received of the escape of some two from the Quarantine station, it was resolved that they be sent back immediately, and steps be taken to punish them as the Act directs, after admission to pratique.: [754, 124, 922, 266]
- assembly-item: On the second paragraph of the clause,: [763, 509, 897, 520]
- dateline: NAPIER, September 21.: [657, 1190, 742, 1201]
- globe-masthead: The Globe.: [206, 42, 364, 72]
- telegram: those owning property adjacent to the river for the purpose of erecting protective works.: [754, 42, 922, 63]
- shipping-note: The steamer Ladybird arrived from Northern ports this morning. She sails for South this evening.: [10, 355, 188, 386]
- magistrates-date: WEDNESDAY, SEPTEMBER 22.: [597, 353, 717, 364]
